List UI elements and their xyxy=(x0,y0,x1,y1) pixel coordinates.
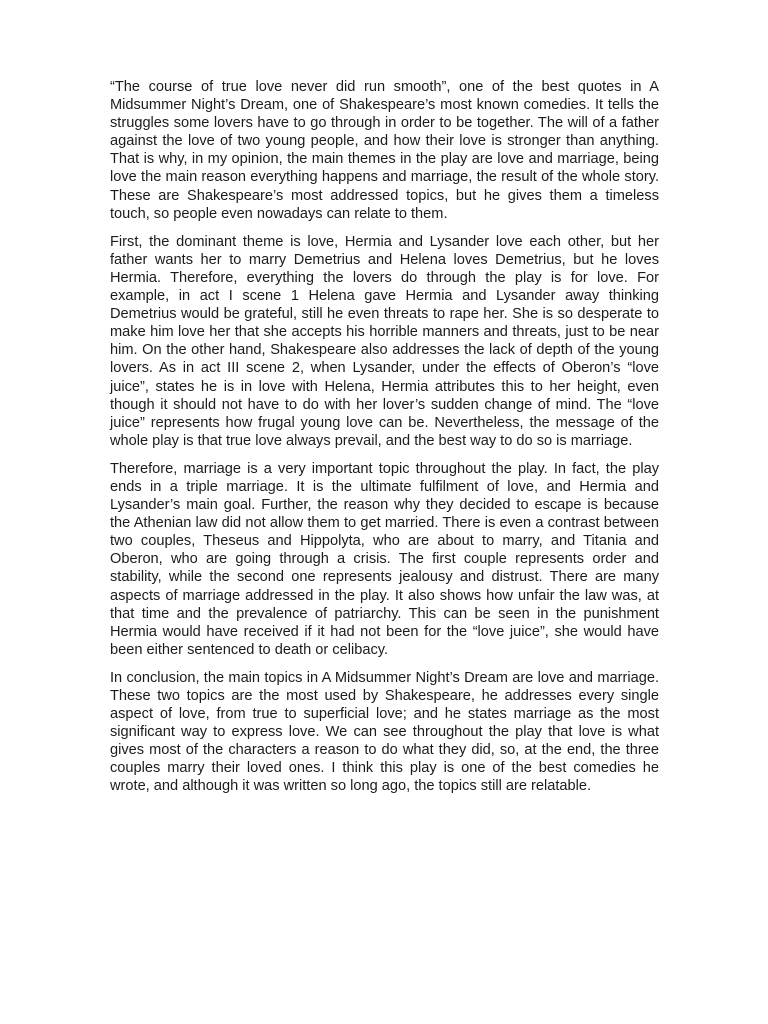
paragraph-marriage: Therefore, marriage is a very important topic throughout the play. In fact, the play ends in a triple marriage. It is the ultimate fulfilment of love, and Hermia and Lysander’s main goal. Further, the reason why they decided to escape is because the Athenian law did not allow them to get married. There is even a contrast between two couples, Theseus and Hippolyta, who are about to marry, and Titania and Oberon, who are going through a crisis. The first couple represents order and stability, while the second one represents jealousy and distrust. There are many aspects of marriage addressed in the play. It also shows how unfair the law was, at that time and the prevalence of patriarchy. This can be seen in the punishment Hermia would have received if it had not been for the “love juice”, she would have been either sentenced to death or celibacy. xyxy=(110,460,659,658)
paragraph-introduction: “The course of true love never did run smooth”, one of the best quotes in A Midsummer Night’s Dream, one of Shakespeare’s most known comedies. It tells the struggles some lovers have to go through in order to be together. The will of a father against the love of two young people, and how their love is stronger than anything. That is why, in my opinion, the main themes in the play are love and marriage, being love the main reason everything happens and marriage, the result of the whole story. These are Shakespeare’s most addressed topics, but he gives them a timeless touch, so people even nowadays can relate to them. xyxy=(110,79,659,222)
paragraph-conclusion: In conclusion, the main topics in A Midsummer Night’s Dream are love and marriage. These two topics are the most used by Shakespeare, he addresses every single aspect of love, from true to superficial love; and he states marriage as the most significant way to express love. We can see throughout the play that love is what gives most of the characters a reason to do what they did, so, at the end, the three couples marry their loved ones. I think this play is one of the best comedies he wrote, and although it was written so long ago, the topics still are relatable. xyxy=(110,669,659,795)
paragraph-love: First, the dominant theme is love, Hermia and Lysander love each other, but her father wants her to marry Demetrius and Helena loves Demetrius, but he loves Hermia. Therefore, everything the lovers do through the play is for love. For example, in act I scene 1 Helena gave Hermia and Lysander away thinking Demetrius would be grateful, still he even threats to rape her. She is so desperate to make him love her that she accepts his horrible manners and threats, just to be near him. On the other hand, Shakespeare also addresses the lack of depth of the young lovers. As in act III scene 2, when Lysander, under the effects of Oberon’s “love juice”, states he is in love with Helena, Hermia attributes this to her height, even though it should not have to do with her lover’s sudden change of mind. The “love juice” represents how frugal young love can be. Nevertheless, the message of the whole play is that true love always prevail, and the best way to do so is marriage. xyxy=(110,233,659,449)
essay-body xyxy=(110,78,659,806)
